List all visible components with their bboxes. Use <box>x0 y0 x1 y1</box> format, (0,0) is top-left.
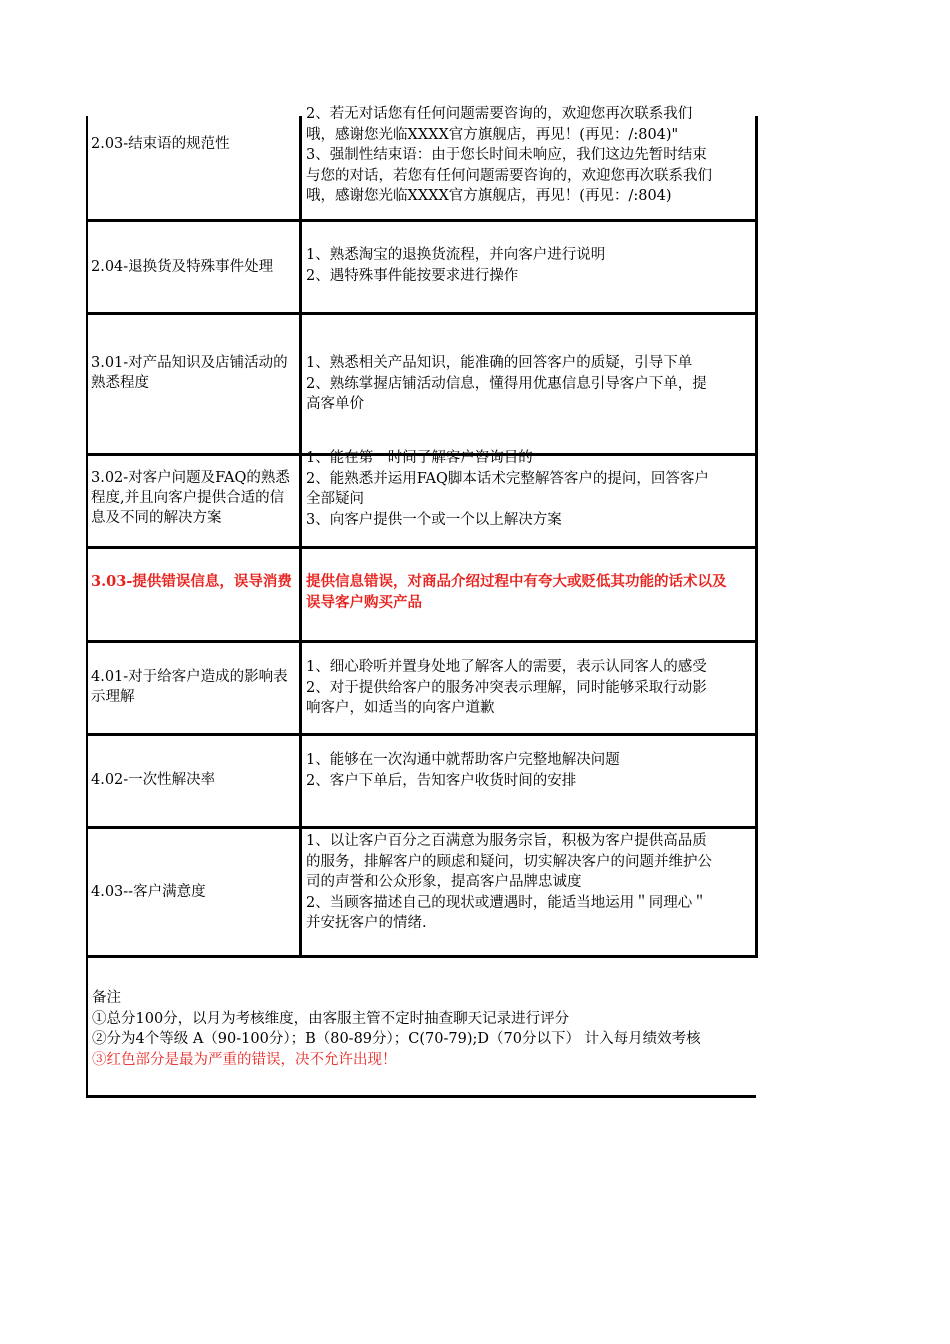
criteria-line: 1、熟悉淘宝的退换货流程，并向客户进行说明 <box>306 247 606 263</box>
notes-line-3: ③红色部分是最为严重的错误，决不允许出现！ <box>92 1051 397 1068</box>
criteria-line: 误导客户购买产品 <box>306 593 422 611</box>
row-label-3-03: 3.03-提供错误信息，误导消费 <box>91 573 292 590</box>
criteria-line: 3、向客户提供一个或一个以上解决方案 <box>306 511 562 528</box>
criteria-line: 1、细心聆听并置身处地了解客人的需要，表示认同客人的感受 <box>306 659 707 675</box>
notes-line-2: ②分为4个等级 A（90-100分）；B（80-89分）；C(70-79);D（70分以下） 计入每月绩效考核 <box>92 1031 701 1047</box>
criteria-line: 2、熟练掌握店铺活动信息，懂得用优惠信息引导客户下单，提 <box>306 375 707 392</box>
row-border <box>88 312 758 315</box>
row-criteria-2-04 <box>306 245 754 286</box>
criteria-line: 哦，感谢您光临XXXX官方旗舰店，再见！(再见：/:804) <box>306 188 672 205</box>
row-border <box>88 546 758 549</box>
row-border <box>88 955 758 958</box>
row-label-4-01: 4.01-对于给客户造成的影响表示理解 <box>91 669 288 705</box>
column-divider <box>299 116 302 955</box>
row-criteria-4-01 <box>306 657 754 719</box>
criteria-line: 与您的对话，若您有任何问题需要咨询的，欢迎您再次联系我们 <box>306 167 712 184</box>
criteria-line: 1、能够在一次沟通中就帮助客户完整地解决问题 <box>306 752 620 768</box>
row-criteria-2-03 <box>306 104 754 219</box>
row-border <box>88 733 758 736</box>
criteria-line: 响客户，如适当的向客户道歉 <box>306 700 495 717</box>
row-border <box>88 640 758 643</box>
criteria-line: 2、遇特殊事件能按要求进行操作 <box>306 267 519 284</box>
criteria-line: 全部疑问 <box>306 491 364 508</box>
criteria-line: 2、若无对话您有任何问题需要咨询的，欢迎您再次联系我们 <box>306 106 693 122</box>
criteria-line: 并安抚客户的情绪. <box>306 915 427 932</box>
criteria-line: 高客单价 <box>306 396 364 413</box>
criteria-line: 1、以让客户百分之百满意为服务宗旨，积极为客户提供高品质 <box>306 833 707 849</box>
row-criteria-3-03 <box>306 572 754 613</box>
row-label-2-04: 2.04-退换货及特殊事件处理 <box>91 259 274 275</box>
row-criteria-3-01 <box>306 353 754 415</box>
notes-line-1: ①总分100分，以月为考核维度，由客服主管不定时抽查聊天记录进行评分 <box>92 1010 570 1027</box>
row-criteria-3-02 <box>306 448 754 546</box>
criteria-line: 2、对于提供给客户的服务冲突表示理解，同时能够采取行动影 <box>306 679 707 696</box>
criteria-line: 司的声誉和公众形象，提高客户品牌忠诚度 <box>306 874 582 891</box>
criteria-line: 2、能熟悉并运用FAQ脚本话术完整解答客户的提问，回答客户 <box>306 470 709 487</box>
notes-section <box>92 988 752 1070</box>
criteria-line: 2、客户下单后，告知客户收货时间的安排 <box>306 772 577 789</box>
criteria-line: 1、能在第一时间了解客户咨询目的 <box>306 450 533 466</box>
row-label-3-01: 3.01-对产品知识及店铺活动的熟悉程度 <box>91 355 288 391</box>
row-label-2-03: 2.03-结束语的规范性 <box>91 136 230 152</box>
criteria-line: 2、当顾客描述自己的现状或遭遇时，能适当地运用＂同理心＂ <box>306 894 707 911</box>
criteria-line: 的服务，排解客户的顾虑和疑问，切实解决客户的问题并维护公 <box>306 853 712 870</box>
notes-title: 备注 <box>92 990 121 1006</box>
criteria-line: 哦，感谢您光临XXXX官方旗舰店，再见！(再见：/:804)" <box>306 126 679 143</box>
row-criteria-4-03 <box>306 831 754 934</box>
criteria-line: 1、熟悉相关产品知识，能准确的回答客户的质疑，引导下单 <box>306 355 693 371</box>
row-label-4-03: 4.03--客户满意度 <box>91 884 206 900</box>
criteria-line: 3、强制性结束语：由于您长时间未响应，我们这边先暂时结束 <box>306 147 707 164</box>
row-border <box>88 826 758 829</box>
row-label-3-02: 3.02-对客户问题及FAQ的熟悉程度,并且向客户提供合适的信息及不同的解决方案 <box>91 470 290 526</box>
row-criteria-4-02 <box>306 750 754 791</box>
right-border <box>755 116 758 955</box>
criteria-line: 提供信息错误，对商品介绍过程中有夸大或贬低其功能的话术以及 <box>306 573 727 590</box>
assessment-table <box>86 106 756 1098</box>
row-label-4-02: 4.02-一次性解决率 <box>91 772 216 788</box>
